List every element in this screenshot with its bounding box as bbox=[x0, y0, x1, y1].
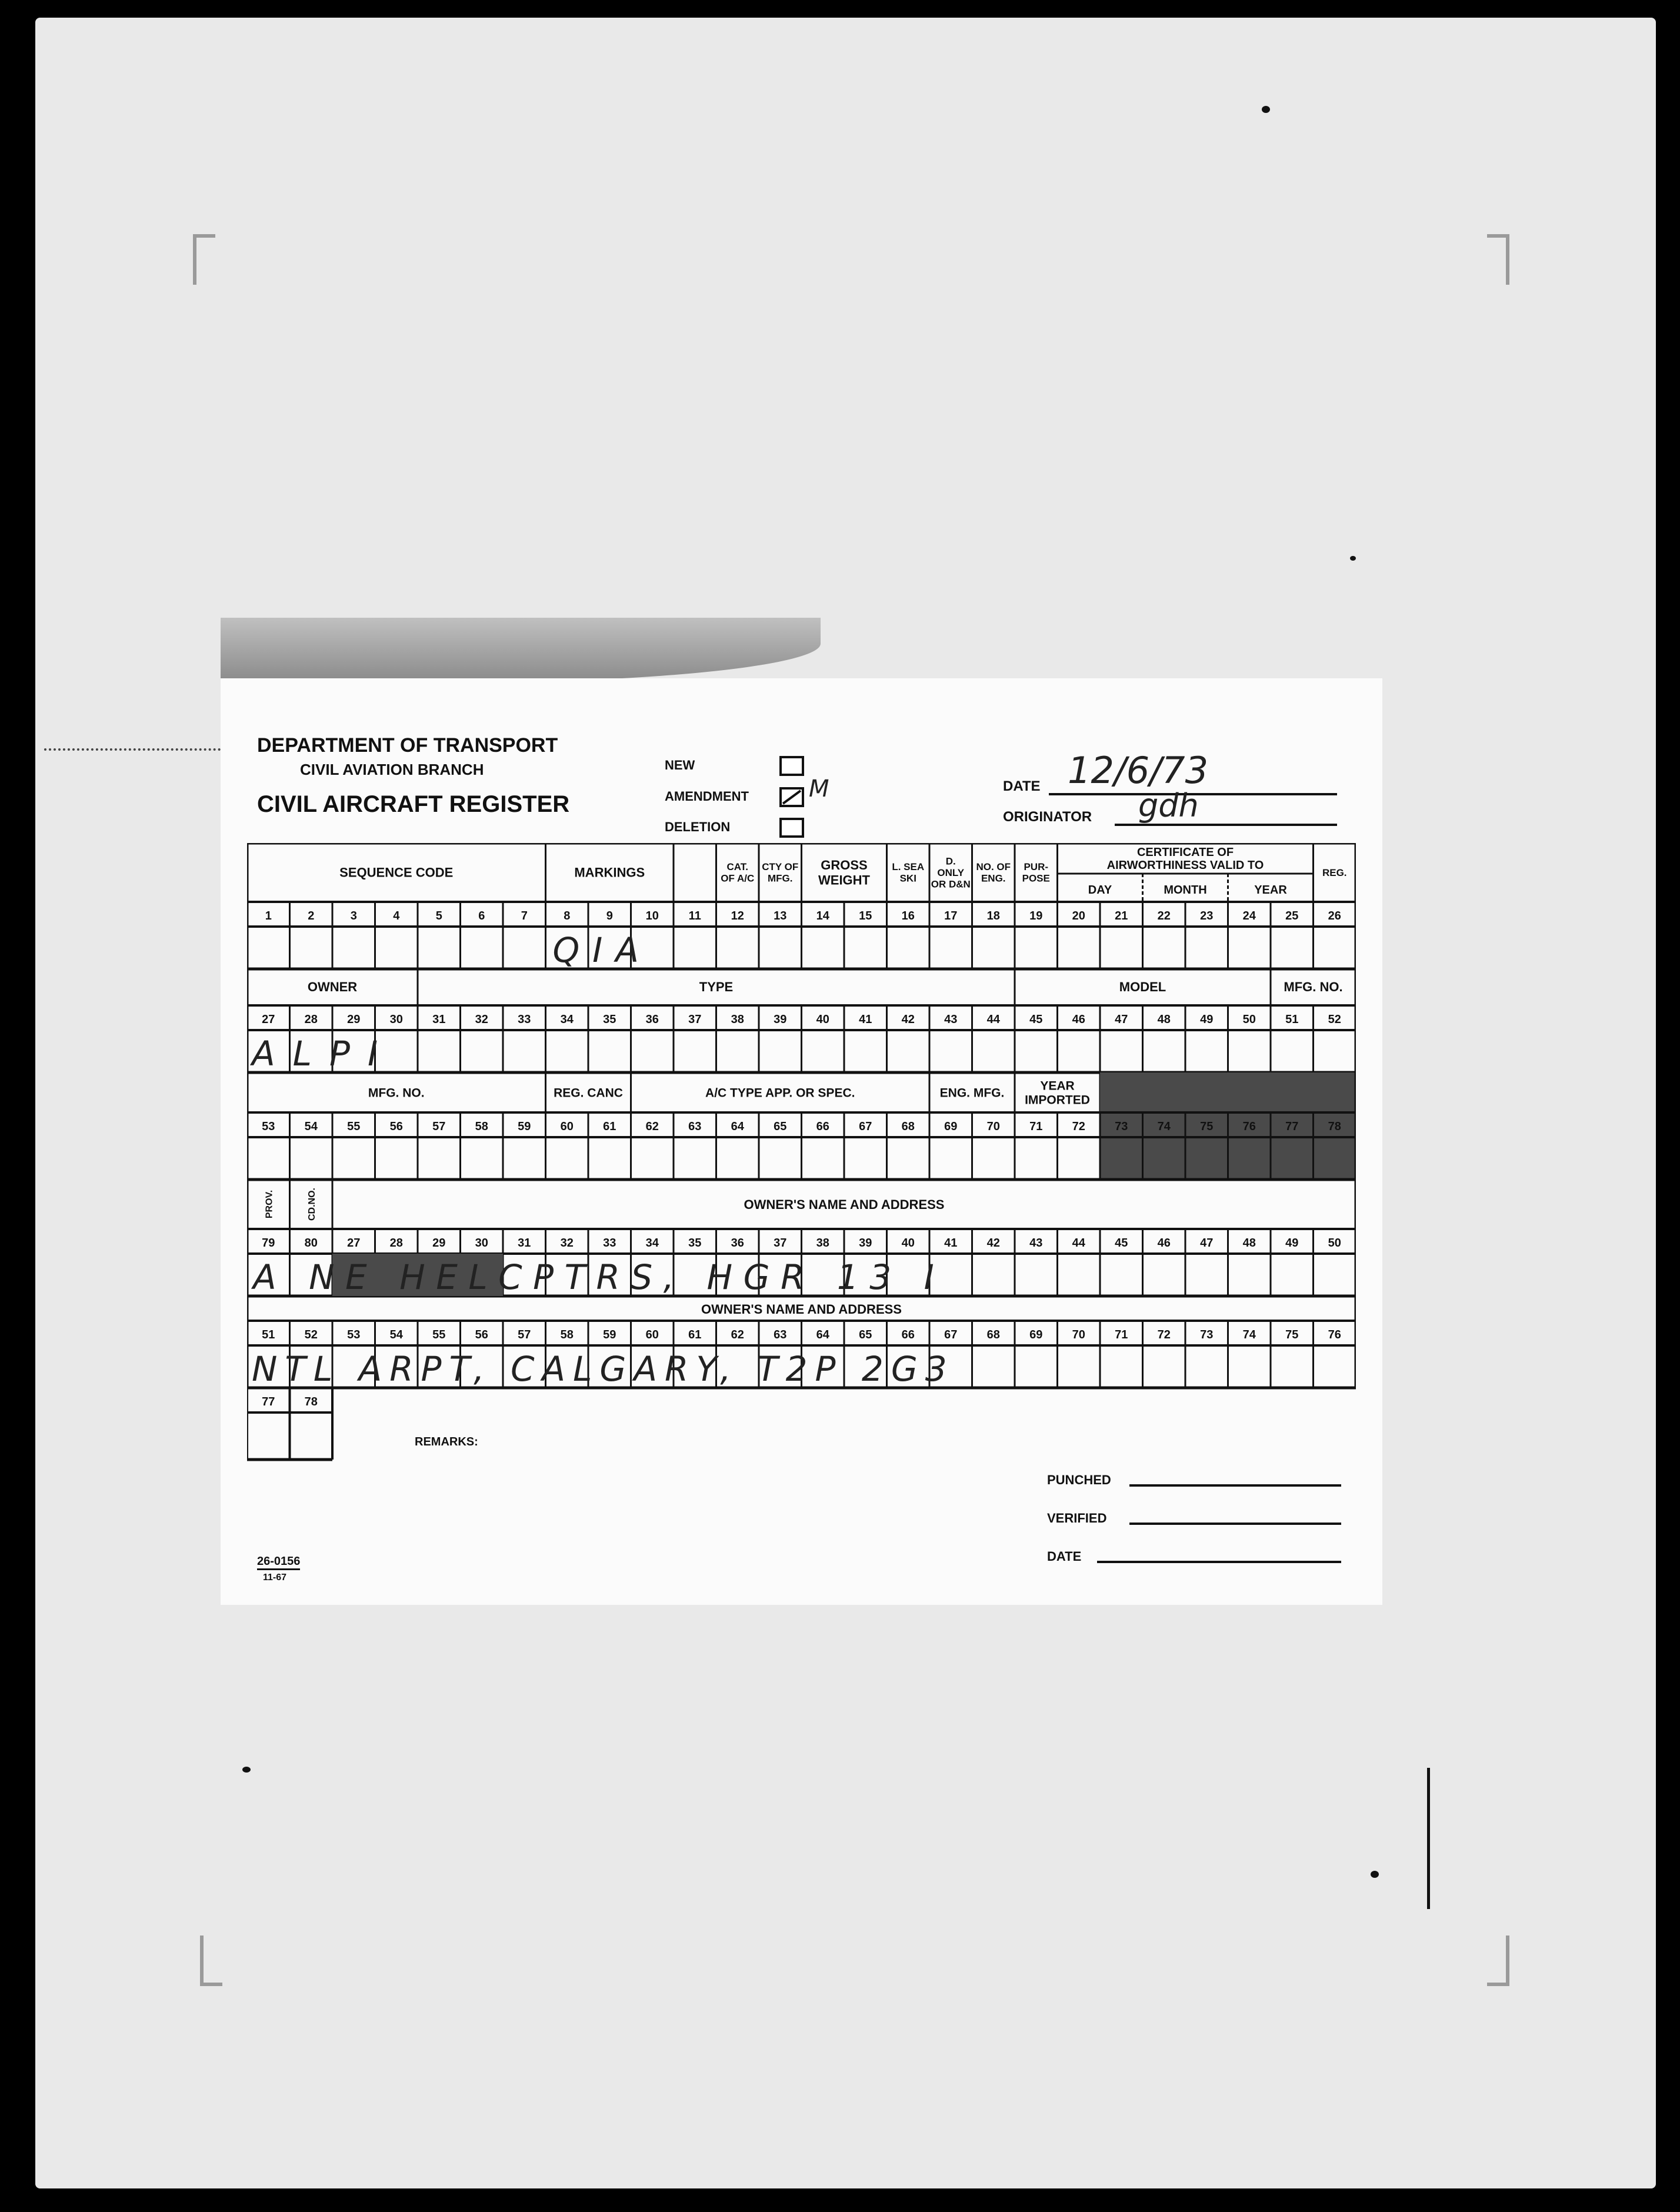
row3-col-number: 64 bbox=[731, 1120, 744, 1133]
row4-col-number: 45 bbox=[1115, 1237, 1128, 1250]
row3-col-number: 68 bbox=[901, 1120, 915, 1133]
row4-col-number: 38 bbox=[816, 1237, 829, 1250]
row2-col-number: 42 bbox=[901, 1013, 915, 1026]
crop-mark-bottom-left bbox=[200, 1936, 222, 1986]
dotted-mark bbox=[44, 748, 221, 751]
row3-col-number: 63 bbox=[688, 1120, 702, 1133]
verified-line[interactable] bbox=[1129, 1523, 1341, 1525]
deletion-label: DELETION bbox=[665, 819, 731, 834]
date-value: 12/6/73 bbox=[1068, 749, 1209, 792]
header-cat-of-a-c: CAT. bbox=[726, 861, 749, 873]
row1-col-number: 12 bbox=[731, 910, 744, 922]
row2-col-number: 41 bbox=[859, 1013, 872, 1026]
row1-col-number: 6 bbox=[478, 910, 485, 922]
row5-col-number: 53 bbox=[347, 1328, 361, 1341]
header-l-sea-ski: L. SEA bbox=[892, 861, 925, 873]
row2-col-number: 33 bbox=[518, 1013, 531, 1026]
row1-col-number: 16 bbox=[901, 910, 915, 922]
row1-col-number: 17 bbox=[944, 910, 958, 922]
row5-col-number: 76 bbox=[1328, 1328, 1341, 1341]
row3-col-number: 69 bbox=[944, 1120, 958, 1133]
row2-col-number: 45 bbox=[1029, 1013, 1043, 1026]
row2-col-number: 30 bbox=[389, 1013, 403, 1026]
row4-col-number: 32 bbox=[560, 1237, 574, 1250]
row4-col-number: 50 bbox=[1328, 1237, 1341, 1250]
row5-col-number: 56 bbox=[475, 1328, 488, 1341]
row2-col-number: 47 bbox=[1115, 1013, 1128, 1026]
row5-handwritten-address: NTL ARPT, CALGARY, T2P 2G3 bbox=[252, 1349, 955, 1389]
row5-col-number: 57 bbox=[518, 1328, 531, 1341]
row1-col-number: 7 bbox=[521, 910, 528, 922]
row5-col-number: 64 bbox=[816, 1328, 829, 1341]
row2-col-number: 39 bbox=[774, 1013, 787, 1026]
department-heading: DEPARTMENT OF TRANSPORT bbox=[257, 734, 558, 757]
prov-label: PROV. bbox=[264, 1190, 275, 1219]
row2-col-number: 51 bbox=[1285, 1013, 1299, 1026]
header-cert-line1: CERTIFICATE OF bbox=[1136, 846, 1234, 859]
amendment-note: M bbox=[809, 775, 829, 802]
header-year-imported: YEAR bbox=[1040, 1079, 1075, 1093]
row3-col-number: 58 bbox=[475, 1120, 488, 1133]
header-year-imported: IMPORTED bbox=[1025, 1093, 1090, 1107]
row3-col-number: 65 bbox=[774, 1120, 787, 1133]
row4-col-number: 37 bbox=[774, 1237, 787, 1250]
row1-col-number: 4 bbox=[393, 910, 400, 922]
checkmark-icon bbox=[782, 789, 802, 805]
row1-handwritten-markings: QIA bbox=[552, 930, 652, 970]
row1-col-number: 18 bbox=[986, 910, 1000, 922]
header-model: MODEL bbox=[1119, 980, 1166, 994]
row1-col-number: 9 bbox=[606, 910, 613, 922]
row1-col-number: 5 bbox=[435, 910, 442, 922]
header-cty-of-mfg-: CTY OF bbox=[762, 861, 799, 873]
row3-col-number: 56 bbox=[389, 1120, 403, 1133]
header-eng-mfg-: ENG. MFG. bbox=[939, 1086, 1005, 1100]
header-type: TYPE bbox=[699, 980, 734, 994]
row5-col-number: 69 bbox=[1029, 1328, 1043, 1341]
row5-col-number: 63 bbox=[774, 1328, 787, 1341]
originator-value: gdh bbox=[1138, 787, 1199, 824]
header-cat-of-a-c: OF A/C bbox=[721, 872, 755, 884]
header-d-only-or-d-n: OR D&N bbox=[931, 878, 971, 890]
row4-col-number: 36 bbox=[731, 1237, 744, 1250]
row4-col-number: 34 bbox=[645, 1237, 659, 1250]
row3-col-number: 66 bbox=[816, 1120, 829, 1133]
row1-col-number: 19 bbox=[1029, 910, 1043, 922]
header-sub-day: DAY bbox=[1088, 884, 1112, 897]
row1-col-number: 26 bbox=[1328, 910, 1341, 922]
punched-label: PUNCHED bbox=[1047, 1473, 1111, 1487]
row2-col-number: 31 bbox=[432, 1013, 446, 1026]
row1-col-number: 15 bbox=[859, 910, 872, 922]
aircraft-register-card bbox=[221, 678, 1382, 1605]
remarks-label: REMARKS: bbox=[415, 1435, 478, 1448]
dust-speck bbox=[1262, 106, 1270, 113]
row1-col-number: 22 bbox=[1157, 910, 1171, 922]
row4-col-number: 43 bbox=[1029, 1237, 1043, 1250]
header-gross-weight: WEIGHT bbox=[818, 872, 870, 888]
row2-col-number: 49 bbox=[1200, 1013, 1214, 1026]
row3-col-number: 75 bbox=[1200, 1120, 1214, 1133]
row4-col-number: 33 bbox=[603, 1237, 616, 1250]
row3-col-number: 77 bbox=[1285, 1120, 1299, 1133]
row4-col-number: 40 bbox=[901, 1237, 915, 1250]
header-no-of-eng-: ENG. bbox=[981, 872, 1006, 884]
form-number: 26-0156 bbox=[257, 1555, 300, 1570]
header-gross-weight: GROSS bbox=[821, 858, 868, 873]
amendment-label: AMENDMENT bbox=[665, 789, 749, 804]
header-sequence-code: SEQUENCE CODE bbox=[339, 865, 454, 880]
row5-col-number: 55 bbox=[432, 1328, 446, 1341]
row1-col-number: 20 bbox=[1072, 910, 1085, 922]
row1-col-number: 14 bbox=[816, 910, 829, 922]
row2-col-number: 28 bbox=[304, 1013, 318, 1026]
row3-col-number: 74 bbox=[1157, 1120, 1171, 1133]
header-owner: OWNER bbox=[307, 980, 358, 994]
header-markings: MARKINGS bbox=[574, 865, 645, 880]
row4-handwritten-owner-name: A NE HELCPTRS, HGR 13 I bbox=[253, 1257, 945, 1297]
row2-col-number: 37 bbox=[688, 1013, 702, 1026]
form-title: CIVIL AIRCRAFT REGISTER bbox=[257, 791, 570, 817]
row3-col-number: 73 bbox=[1115, 1120, 1128, 1133]
originator-label: ORIGINATOR bbox=[1003, 809, 1092, 825]
amendment-checkbox[interactable] bbox=[779, 787, 804, 807]
header-owners-name-address: OWNER'S NAME AND ADDRESS bbox=[744, 1197, 945, 1212]
row5-col-number: 52 bbox=[304, 1328, 318, 1341]
header-sub-year: YEAR bbox=[1254, 884, 1287, 897]
row1-col-number: 11 bbox=[688, 910, 701, 922]
row3-col-number: 70 bbox=[986, 1120, 1000, 1133]
row1-col-number: 10 bbox=[645, 910, 659, 922]
row2-col-number: 40 bbox=[816, 1013, 829, 1026]
row2-col-number: 29 bbox=[347, 1013, 361, 1026]
date-label: DATE bbox=[1003, 778, 1041, 794]
row2-col-number: 32 bbox=[475, 1013, 488, 1026]
row3-col-number: 55 bbox=[347, 1120, 361, 1133]
header-reg-canc: REG. CANC bbox=[554, 1086, 623, 1100]
row1-col-number: 3 bbox=[350, 910, 357, 922]
header-owners-name-address-2: OWNER'S NAME AND ADDRESS bbox=[701, 1302, 902, 1317]
row5-col-number: 62 bbox=[731, 1328, 744, 1341]
header-pur-pose: POSE bbox=[1022, 872, 1050, 884]
row4-col-number: 35 bbox=[688, 1237, 702, 1250]
header-mfg-no-: MFG. NO. bbox=[1284, 980, 1343, 994]
row5-col-number: 54 bbox=[389, 1328, 403, 1341]
row1-col-number: 25 bbox=[1285, 910, 1299, 922]
cdno-label: CD.NO. bbox=[306, 1188, 317, 1221]
row5-col-number: 59 bbox=[603, 1328, 616, 1341]
row4-col-number: 28 bbox=[389, 1237, 403, 1250]
row1-col-number: 8 bbox=[564, 910, 571, 922]
row2-col-number: 34 bbox=[560, 1013, 574, 1026]
row3-col-number: 72 bbox=[1072, 1120, 1085, 1133]
row1-col-number: 23 bbox=[1200, 910, 1214, 922]
date2-line[interactable] bbox=[1097, 1561, 1341, 1563]
crop-mark-top-left bbox=[193, 234, 215, 285]
row4-col-number: 48 bbox=[1242, 1237, 1256, 1250]
register-grid-svg bbox=[247, 843, 1356, 1520]
row1-col-number: 2 bbox=[308, 910, 315, 922]
row6-col-number: 78 bbox=[304, 1395, 318, 1408]
row4-col-number: 79 bbox=[262, 1237, 275, 1250]
row4-col-number: 31 bbox=[518, 1237, 531, 1250]
register-grid bbox=[247, 843, 1356, 1520]
header-cert-line2: AIRWORTHINESS VALID TO bbox=[1106, 859, 1264, 872]
row4-col-number: 44 bbox=[1072, 1237, 1085, 1250]
header-a-c-type-app-or-spec-: A/C TYPE APP. OR SPEC. bbox=[705, 1086, 855, 1100]
dust-speck bbox=[242, 1767, 251, 1773]
row3-col-number: 59 bbox=[518, 1120, 531, 1133]
row4-col-number: 27 bbox=[347, 1237, 361, 1250]
row2-col-number: 27 bbox=[262, 1013, 275, 1026]
row5-col-number: 61 bbox=[688, 1328, 702, 1341]
row5-col-number: 51 bbox=[262, 1328, 275, 1341]
header-cty-of-mfg-: MFG. bbox=[768, 872, 793, 884]
scan-artifact-line bbox=[1427, 1768, 1430, 1909]
crop-mark-top-right bbox=[1487, 234, 1509, 285]
row5-col-number: 65 bbox=[859, 1328, 872, 1341]
row3-col-number: 60 bbox=[560, 1120, 574, 1133]
row2-handwritten-owner: ALPI bbox=[252, 1034, 396, 1074]
row2-col-number: 35 bbox=[603, 1013, 616, 1026]
row5-col-number: 72 bbox=[1157, 1328, 1171, 1341]
new-label: NEW bbox=[665, 758, 695, 772]
row4-col-number: 42 bbox=[986, 1237, 1000, 1250]
header-sub-month: MONTH bbox=[1164, 884, 1207, 897]
row3-col-number: 57 bbox=[432, 1120, 446, 1133]
header-mfg-no-: MFG. NO. bbox=[368, 1086, 425, 1100]
branch-heading: CIVIL AVIATION BRANCH bbox=[300, 761, 484, 778]
row3-col-number: 53 bbox=[262, 1120, 275, 1133]
dust-speck bbox=[1350, 556, 1356, 561]
row3-col-number: 61 bbox=[603, 1120, 616, 1133]
header-no-of-eng-: NO. OF bbox=[976, 861, 1011, 873]
row4-col-number: 46 bbox=[1157, 1237, 1171, 1250]
row5-col-number: 74 bbox=[1242, 1328, 1256, 1341]
verified-label: VERIFIED bbox=[1047, 1511, 1107, 1525]
row4-col-number: 80 bbox=[304, 1237, 318, 1250]
row3-col-number: 67 bbox=[859, 1120, 872, 1133]
dust-speck bbox=[1371, 1871, 1379, 1878]
row3-col-number: 78 bbox=[1328, 1120, 1341, 1133]
row4-col-number: 29 bbox=[432, 1237, 446, 1250]
row5-col-number: 60 bbox=[645, 1328, 659, 1341]
header-pur-pose: PUR- bbox=[1024, 861, 1049, 873]
row4-col-number: 49 bbox=[1285, 1237, 1299, 1250]
row3-col-number: 54 bbox=[304, 1120, 318, 1133]
row5-col-number: 73 bbox=[1200, 1328, 1214, 1341]
row4-col-number: 47 bbox=[1200, 1237, 1214, 1250]
punched-line[interactable] bbox=[1129, 1484, 1341, 1487]
row3-col-number: 62 bbox=[645, 1120, 659, 1133]
row1-col-number: 1 bbox=[265, 910, 272, 922]
row5-col-number: 66 bbox=[901, 1328, 915, 1341]
row3-col-number: 76 bbox=[1242, 1120, 1256, 1133]
date2-label: DATE bbox=[1047, 1549, 1082, 1564]
row1-col-number: 21 bbox=[1115, 910, 1128, 922]
row4-col-number: 41 bbox=[944, 1237, 958, 1250]
header-l-sea-ski: SKI bbox=[899, 872, 916, 884]
row4-col-number: 30 bbox=[475, 1237, 488, 1250]
row5-col-number: 75 bbox=[1285, 1328, 1299, 1341]
deletion-checkbox[interactable] bbox=[779, 818, 804, 838]
new-checkbox[interactable] bbox=[779, 756, 804, 776]
row2-col-number: 36 bbox=[645, 1013, 659, 1026]
row1-col-number: 13 bbox=[774, 910, 787, 922]
row2-col-number: 44 bbox=[986, 1013, 1000, 1026]
header-d-only-or-d-n: D. bbox=[945, 855, 956, 867]
row5-col-number: 58 bbox=[560, 1328, 574, 1341]
row2-col-number: 46 bbox=[1072, 1013, 1085, 1026]
row5-col-number: 70 bbox=[1072, 1328, 1085, 1341]
row1-col-number: 24 bbox=[1242, 910, 1256, 922]
row2-col-number: 38 bbox=[731, 1013, 744, 1026]
crop-mark-bottom-right bbox=[1487, 1936, 1509, 1986]
row5-col-number: 68 bbox=[986, 1328, 1000, 1341]
row5-col-number: 71 bbox=[1115, 1328, 1128, 1341]
row6-col-number: 77 bbox=[262, 1395, 275, 1408]
row2-col-number: 48 bbox=[1157, 1013, 1171, 1026]
row4-col-number: 39 bbox=[859, 1237, 872, 1250]
row2-col-number: 43 bbox=[944, 1013, 958, 1026]
form-date: 11-67 bbox=[263, 1573, 287, 1583]
header-reg-: REG. bbox=[1322, 867, 1347, 878]
row2-col-number: 52 bbox=[1328, 1013, 1341, 1026]
row3-col-number: 71 bbox=[1029, 1120, 1043, 1133]
row2-col-number: 50 bbox=[1242, 1013, 1256, 1026]
header-d-only-or-d-n: ONLY bbox=[937, 867, 965, 878]
row5-col-number: 67 bbox=[944, 1328, 958, 1341]
